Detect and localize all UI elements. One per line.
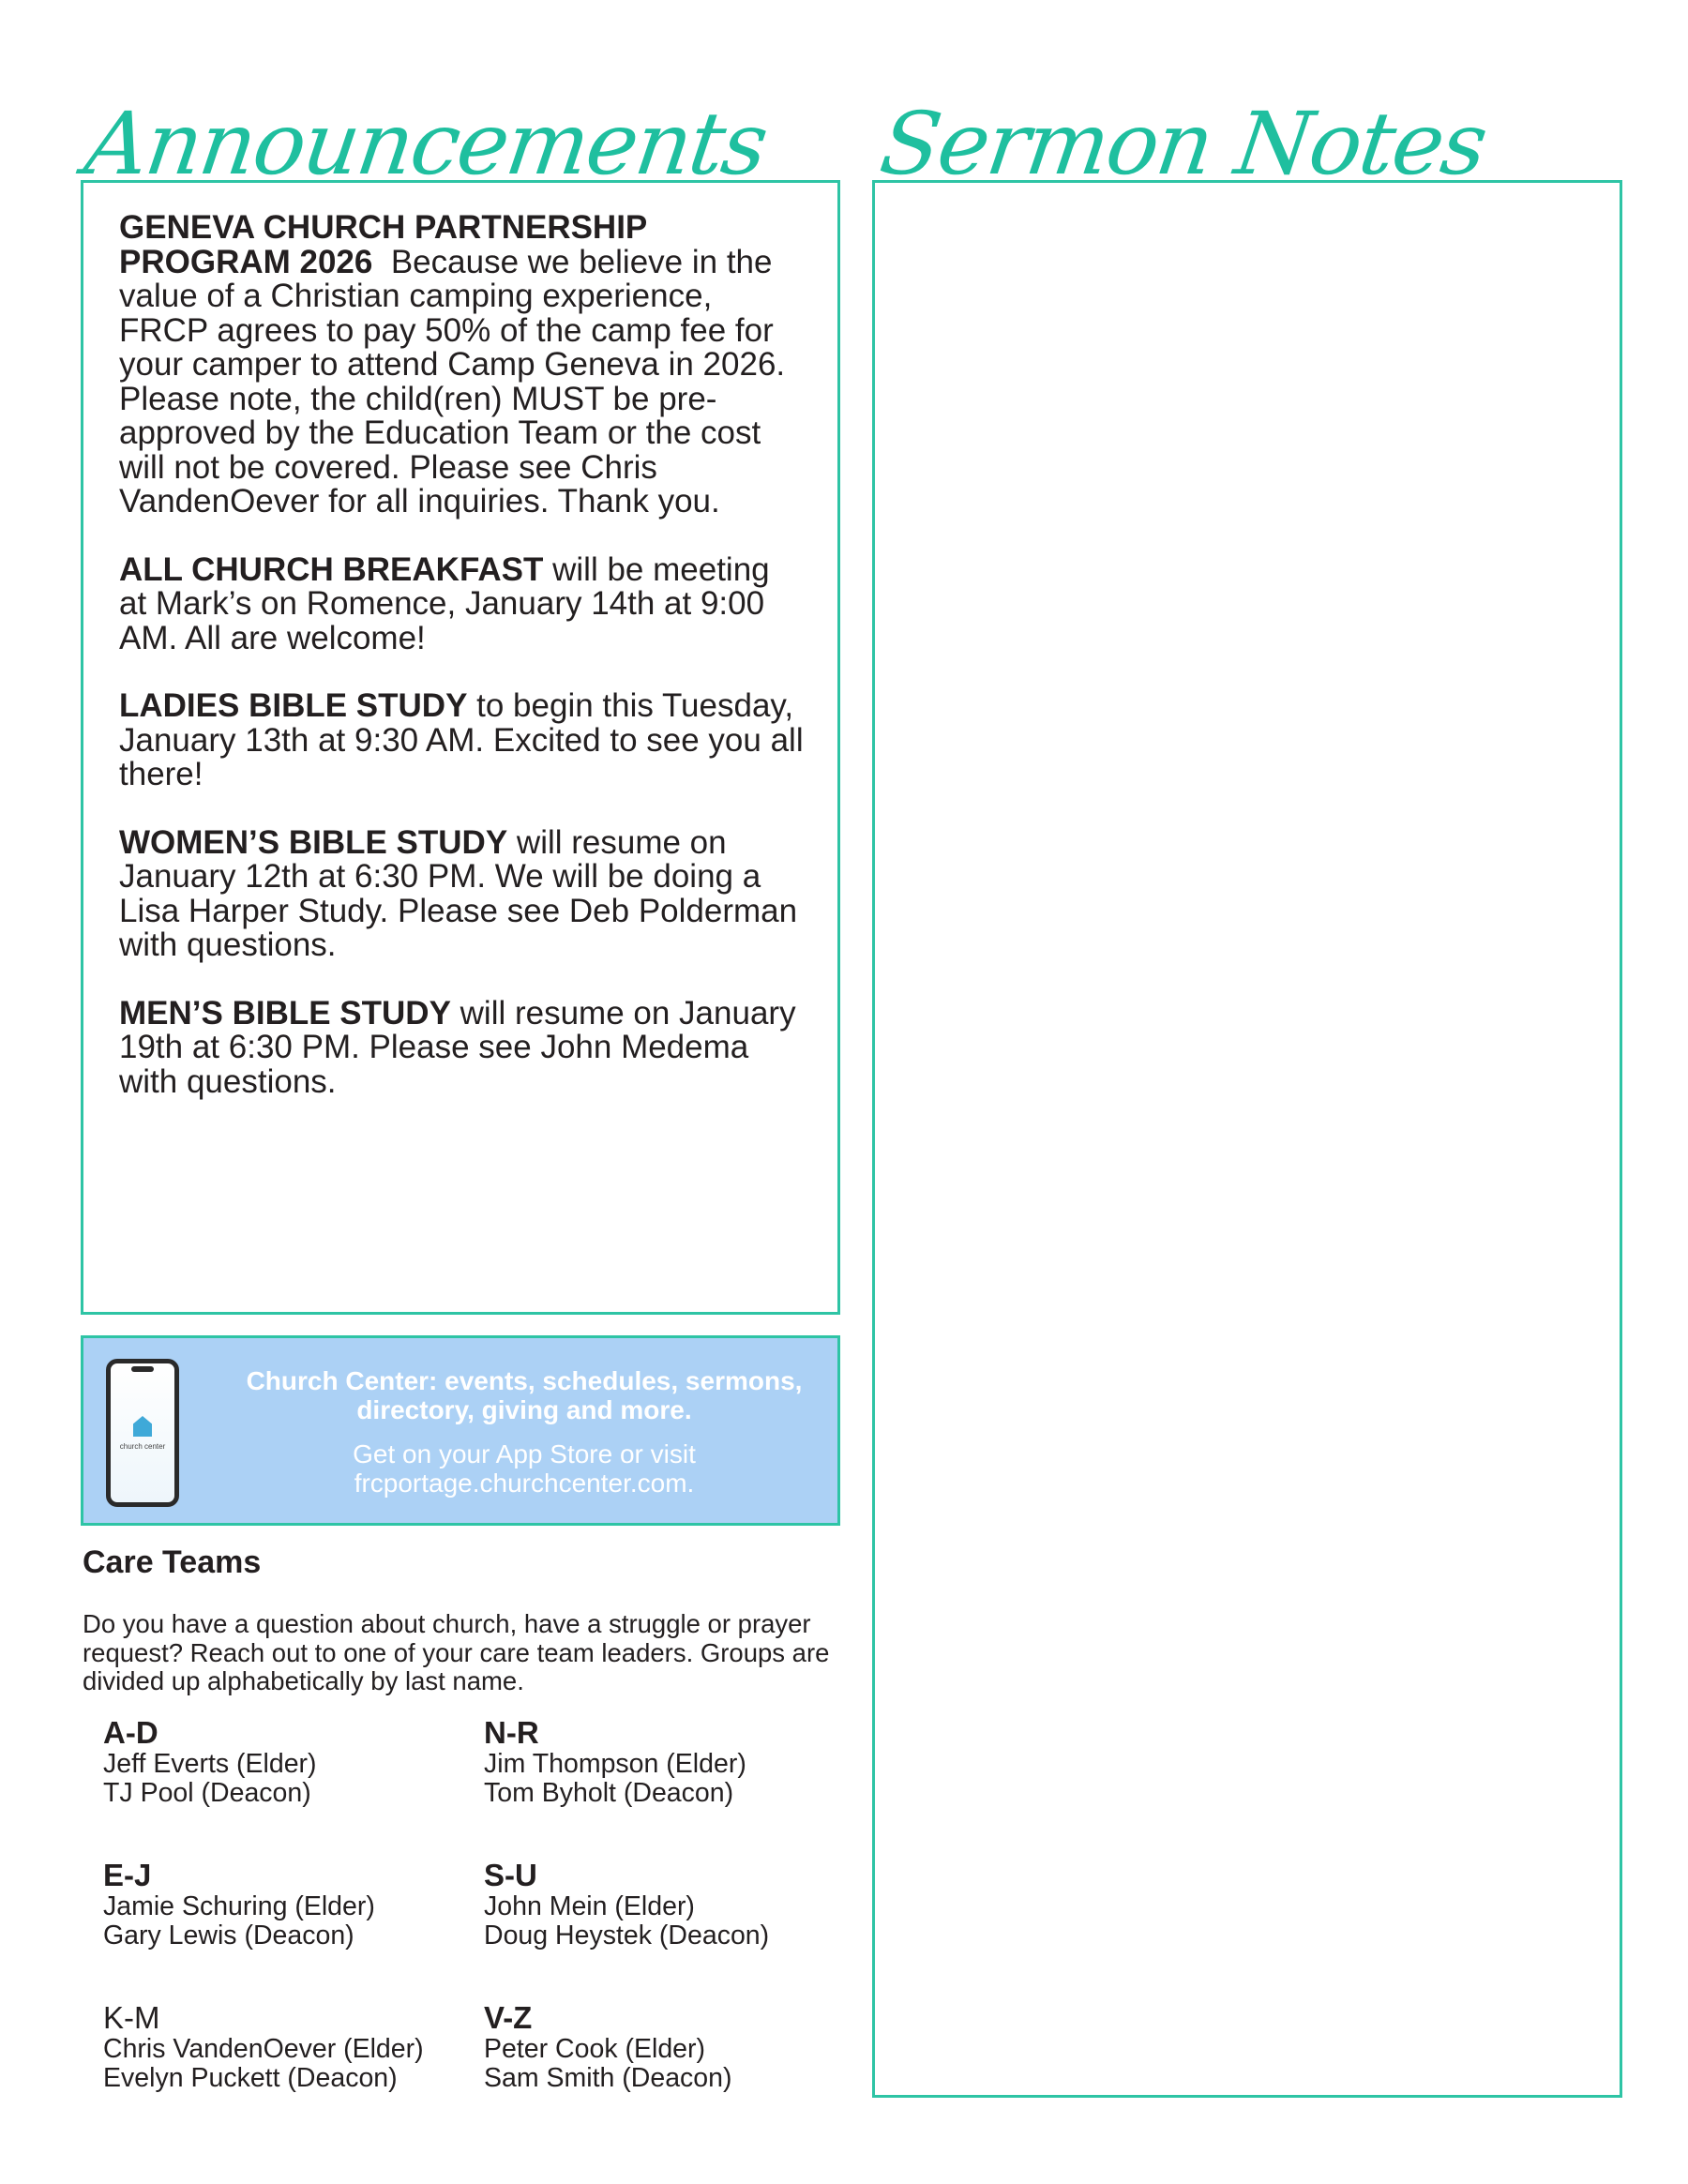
announcement-title: GENEVA CHURCH PARTNERSHIP PROGRAM 2026 (119, 209, 647, 280)
care-group-a-d (103, 1716, 478, 1807)
group-elder: John Mein (Elder) (484, 1891, 695, 1921)
announcement-body: will be meeting at Mark’s on Romence, January 14th at 9:00 AM. All are welcome! (119, 550, 770, 656)
church-center-app-label: church center (119, 1442, 166, 1451)
group-deacon: Evelyn Puckett (Deacon) (103, 2062, 398, 2093)
care-group-n-r (484, 1716, 859, 1807)
announcement-body: will resume on January 19th at 6:30 PM. Please see John Medema with questions. (119, 994, 796, 1100)
announcement-mens-study (119, 994, 804, 1100)
group-elder: Chris VandenOever (Elder) (103, 2034, 424, 2064)
announcement-womens-study (119, 823, 804, 963)
church-center-logo-icon (133, 1416, 152, 1437)
announcement-body: to begin this Tuesday, January 13th at 9:30 AM. Excited to see you all there! (119, 687, 804, 792)
announcement-body: Because we believe in the value of a Christian camping experience, FRCP agrees to pay 50% of the camp fee for your camper to attend Camp Geneva in 2026. Please note, the child(ren) MUST be pre-approved by the Education Team or the cost will not be covered. Please see Chris VandenOever for all inquiries. Thank you. (119, 243, 786, 520)
group-elder: Jim Thompson (Elder) (484, 1749, 746, 1779)
announcements-heading: Announcements (79, 94, 773, 194)
announcement-title: ALL CHURCH BREAKFAST (119, 550, 544, 588)
group-deacon: Sam Smith (Deacon) (484, 2062, 732, 2093)
church-center-banner (81, 1335, 840, 1526)
group-letters: A-D (103, 1715, 158, 1750)
phone-notch (131, 1366, 154, 1372)
announcement-geneva (119, 211, 804, 520)
group-deacon: Doug Heystek (Deacon) (484, 1920, 770, 1951)
phone-icon (106, 1359, 179, 1507)
group-elder: Jamie Schuring (Elder) (103, 1891, 375, 1921)
group-elder: Jeff Everts (Elder) (103, 1749, 317, 1779)
announcement-title: MEN’S BIBLE STUDY (119, 994, 451, 1032)
group-letters: N-R (484, 1715, 539, 1750)
care-teams-title: Care Teams (83, 1544, 262, 1580)
group-deacon: TJ Pool (Deacon) (103, 1777, 311, 1808)
announcement-breakfast (119, 550, 804, 656)
group-letters: E-J (103, 1858, 152, 1892)
group-letters: K-M (103, 2000, 160, 2035)
group-deacon: Gary Lewis (Deacon) (103, 1920, 354, 1951)
sermon-notes-box (872, 180, 1622, 2098)
care-teams-intro: Do you have a question about church, have a struggle or prayer request? Reach out to one of your care team leaders. Groups are divided up alphabetically by last name. (83, 1609, 830, 1695)
group-letters: V-Z (484, 2000, 533, 2035)
announcement-body: will resume on January 12th at 6:30 PM. We will be doing a Lisa Harper Study. Please see Deb Polderman with questions. (119, 823, 798, 963)
announcement-ladies-study (119, 689, 804, 792)
care-group-v-z (484, 2001, 859, 2092)
group-letters: S-U (484, 1858, 537, 1892)
church-center-subtext: Get on your App Store or visit frcportage.churchcenter.com. (353, 1439, 696, 1498)
announcements-box (81, 180, 840, 1315)
care-group-k-m (103, 2001, 478, 2092)
group-elder: Peter Cook (Elder) (484, 2034, 706, 2064)
announcement-title: LADIES BIBLE STUDY (119, 687, 468, 724)
care-group-s-u (484, 1859, 859, 1950)
group-deacon: Tom Byholt (Deacon) (484, 1777, 734, 1808)
church-center-headline: Church Center: events, schedules, sermons, directory, giving and more. (246, 1366, 803, 1424)
care-group-e-j (103, 1859, 478, 1950)
announcement-title: WOMEN’S BIBLE STUDY (119, 823, 508, 861)
sermon-notes-heading: Sermon Notes (874, 94, 1492, 194)
